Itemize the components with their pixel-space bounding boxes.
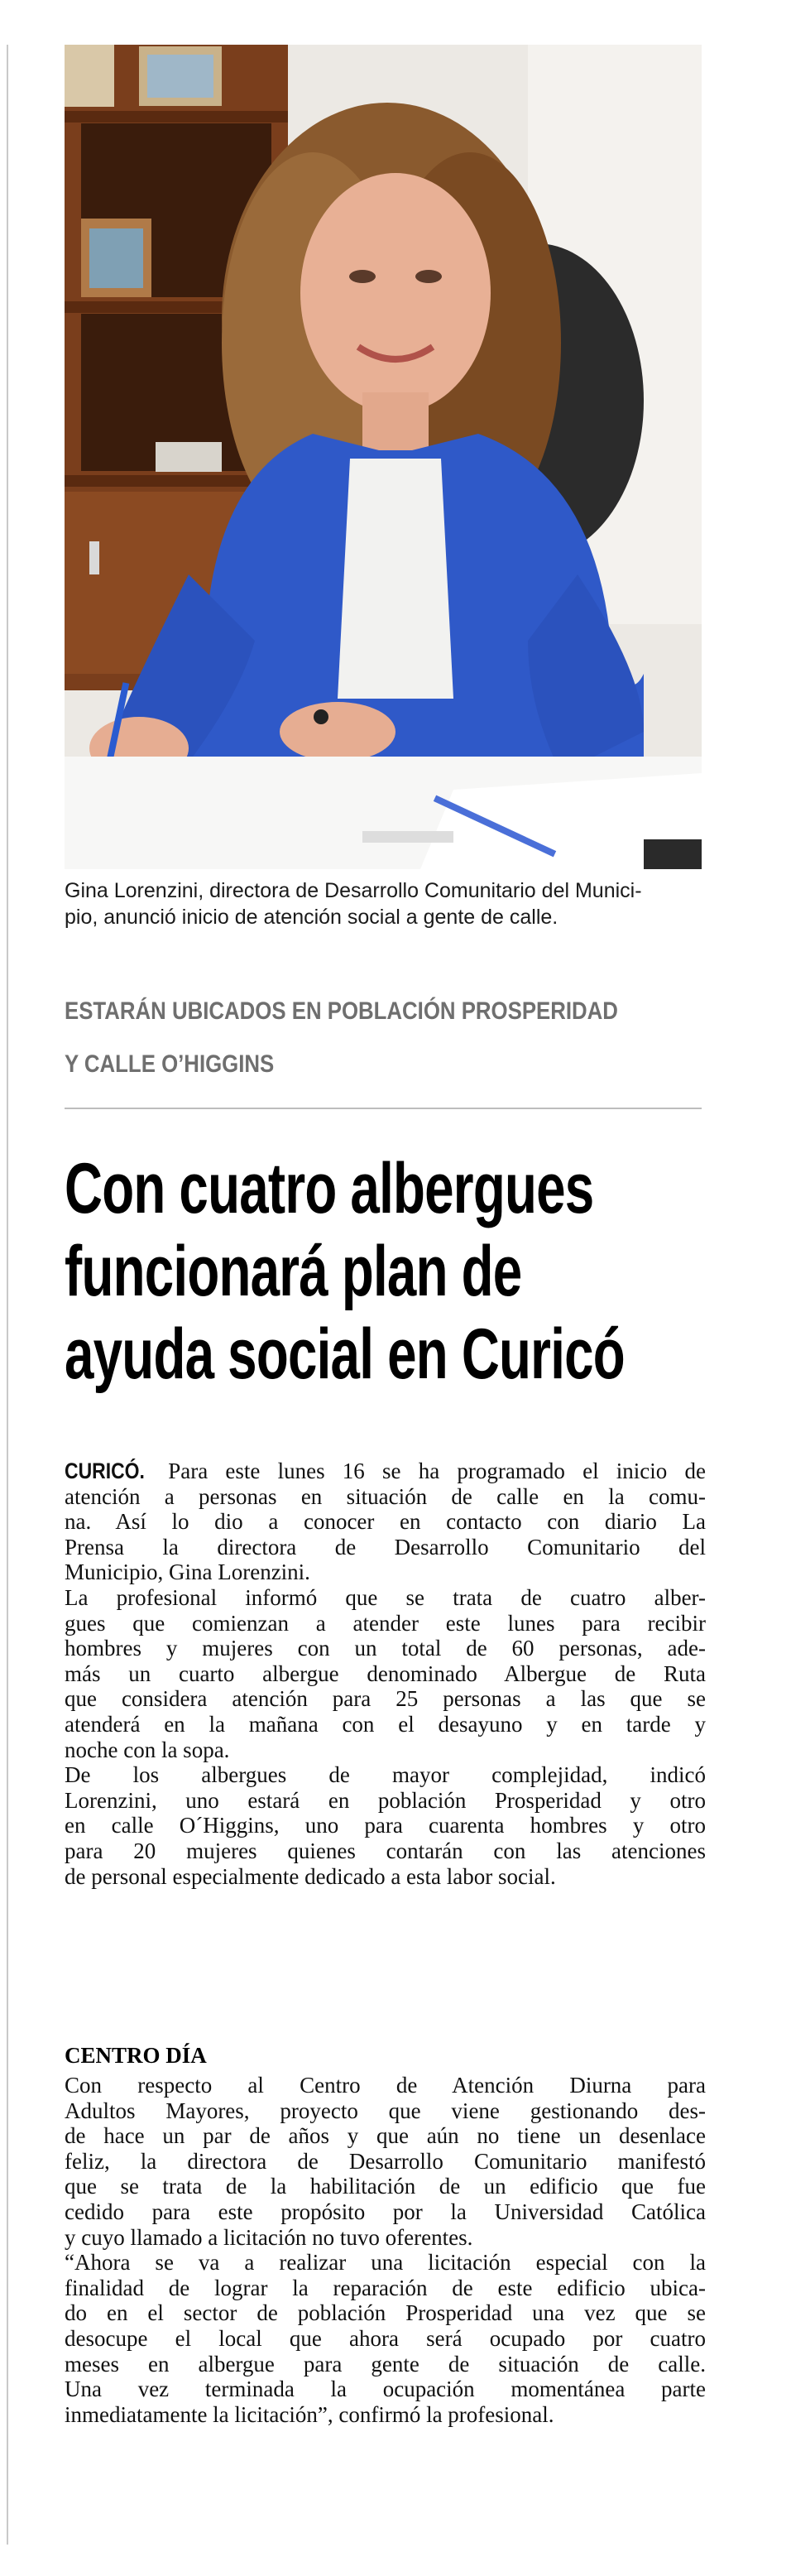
section-line: finalidad de lograr la reparación de este edificio ubica- <box>65 2275 706 2300</box>
photo-caption <box>65 877 706 930</box>
article-body <box>65 1459 706 1889</box>
dateline: CURICÓ. <box>65 1459 145 1483</box>
body-line: De los albergues de mayor complejidad, indicó <box>65 1762 706 1788</box>
section-line: do en el sector de población Prosperidad una vez que se <box>65 2300 706 2326</box>
section-line: desocupe el local que ahora será ocupado por cuatro <box>65 2325 706 2351</box>
body-line: para 20 mujeres quienes contarán con las atenciones <box>65 1838 706 1863</box>
section-subhead: CENTRO DÍA <box>65 2043 207 2068</box>
column-rule <box>7 45 8 2545</box>
section-line: inmediatamente la licitación”, confirmó la profesional. <box>65 2401 554 2427</box>
section-line: que se trata de la habilitación de un edificio que fue <box>65 2174 706 2199</box>
body-line: que considera atención para 25 personas a las que se <box>65 1686 706 1712</box>
section-line: feliz, la directora de Desarrollo Comunitario manifestó <box>65 2148 706 2174</box>
body-line: gues que comienzan a atender este lunes para recibir <box>65 1610 706 1636</box>
right-hand <box>280 702 396 762</box>
kicker-line: Y CALLE O’HIGGINS <box>65 1050 275 1078</box>
section-line: Una vez terminada la ocupación momentánea parte <box>65 2377 706 2402</box>
body-line: La profesional informó que se trata de cuatro alber- <box>65 1584 706 1610</box>
face <box>300 173 491 413</box>
portrait-illustration <box>65 45 702 869</box>
section-line: “Ahora se va a realizar una licitación especial con la <box>65 2250 706 2276</box>
kicker-line: ESTARÁN UBICADOS EN POBLACIÓN PROSPERIDAD <box>65 997 618 1025</box>
caption-line: pio, anunció inicio de atención social a gente de calle. <box>65 906 558 929</box>
body-line: Lorenzini, uno estará en población Prosperidad y otro <box>65 1787 706 1813</box>
section-body <box>65 2073 706 2427</box>
kicker <box>65 985 616 1091</box>
article-photo <box>65 45 702 869</box>
body-line: atención a personas en situación de calle en la comu- <box>65 1483 706 1509</box>
body-line: de personal especialmente dedicado a esta labor social. <box>65 1863 556 1889</box>
body-line: Municipio, Gina Lorenzini. <box>65 1560 310 1585</box>
headline-line: Con cuatro albergues <box>65 1149 594 1228</box>
body-line: hombres y mujeres con un total de 60 personas, ade- <box>65 1636 706 1661</box>
white-shirt <box>338 459 453 699</box>
body-line: atenderá en la mañana con el desayuno y en tarde y <box>65 1711 706 1737</box>
caption-line: Gina Lorenzini, directora de Desarrollo Comunitario del Munici- <box>65 879 642 902</box>
section-line: Adultos Mayores, proyecto que viene gestionando des- <box>65 2098 706 2123</box>
body-line: más un cuarto albergue denominado Albergue de Ruta <box>65 1660 706 1686</box>
body-line: Prensa la directora de Desarrollo Comunitario del <box>65 1534 706 1560</box>
headline-line: funcionará plan de <box>65 1232 522 1311</box>
body-line-text: Para este lunes 16 se ha programado el inicio de <box>168 1459 706 1483</box>
body-line: noche con la sopa. <box>65 1737 230 1762</box>
body-line: en calle O´Higgins, uno para cuarenta hombres y otro <box>65 1813 706 1838</box>
body-line <box>65 1459 706 1484</box>
body-line: na. Así lo dio a conocer en contacto con diario La <box>65 1509 706 1535</box>
divider-rule <box>65 1108 702 1109</box>
section-line: Con respecto al Centro de Atención Diurna para <box>65 2073 706 2098</box>
section-line: de hace un par de años y que aún no tiene un desenlace <box>65 2123 706 2149</box>
headline <box>65 1147 625 1396</box>
section-line: meses en albergue para gente de situación de calle. <box>65 2351 706 2377</box>
section-line: cedido para este propósito por la Universidad Católica <box>65 2199 706 2224</box>
section-line: y cuyo llamado a licitación no tuvo oferentes. <box>65 2224 473 2250</box>
headline-line: ayuda social en Curicó <box>65 1314 625 1394</box>
